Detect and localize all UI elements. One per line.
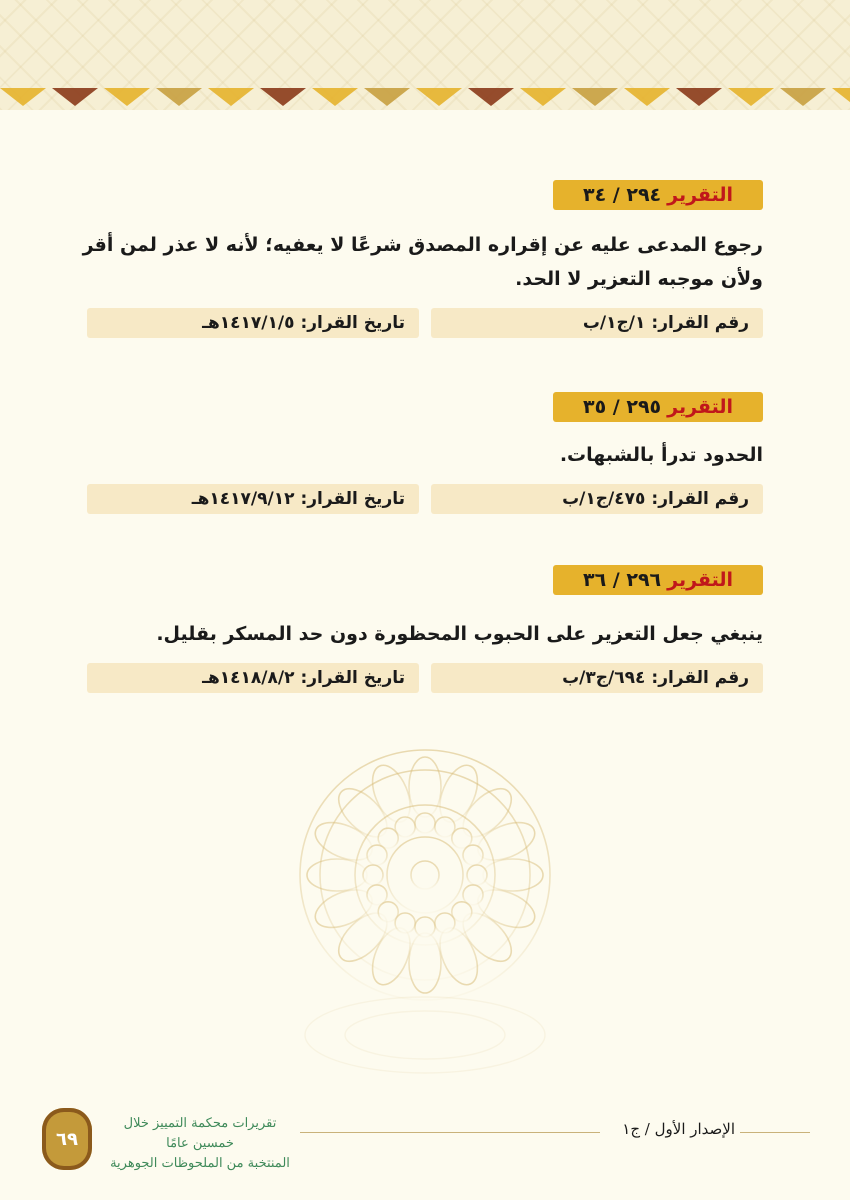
decision-number-label: رقم القرار:: [651, 313, 749, 333]
decision-number-box: [431, 663, 763, 693]
decision-number-value: ١/ج١/ب: [582, 313, 646, 333]
book-title-line1: تقريرات محكمة التمييز خلال خمسين عامًا: [123, 1116, 277, 1151]
decision-date-label: تاريخ القرار:: [300, 489, 405, 509]
header-decorative-band: [0, 0, 850, 110]
volume-label: الإصدار الأول / ج١: [622, 1120, 735, 1138]
report-text: الحدود تدرأ بالشبهات.: [559, 444, 763, 466]
decision-date-box: [87, 663, 419, 693]
report-title-label: التقرير: [667, 184, 734, 206]
decision-date-label: تاريخ القرار:: [300, 668, 405, 688]
report-title-label: التقرير: [667, 396, 734, 418]
decision-number-label: رقم القرار:: [651, 668, 749, 688]
decision-date-value: ١٤١٨/٨/٢هـ: [202, 668, 295, 688]
decision-date-box: [87, 484, 419, 514]
decision-number-value: ٦٩٤/ج٣/ب: [562, 668, 646, 688]
report-text: رجوع المدعى عليه عن إقراره المصدق شرعًا لا يعفيه؛ لأنه لا عذر لمن أقر ولأن موجبه التعزير لا الحد.: [82, 234, 763, 290]
report-title-tab: [553, 392, 763, 422]
footer-divider-left: [300, 1132, 600, 1133]
decision-date-label: تاريخ القرار:: [300, 313, 405, 333]
decision-date-box: [87, 308, 419, 338]
decision-date-value: ١٤١٧/١/٥هـ: [202, 313, 295, 333]
page-number: ٦٩: [56, 1128, 78, 1150]
decision-number-label: رقم القرار:: [651, 489, 749, 509]
report-title-number: ٢٩٦ / ٣٦: [582, 569, 662, 591]
page-number-badge: [42, 1108, 92, 1170]
triangle-border: [0, 80, 850, 110]
footer-divider-right: [740, 1132, 810, 1133]
report-title-number: ٢٩٥ / ٣٥: [582, 396, 662, 418]
decision-date-value: ١٤١٧/٩/١٢هـ: [191, 489, 295, 509]
decision-number-value: ٤٧٥/ج١/ب: [562, 489, 646, 509]
report-text: ينبغي جعل التعزير على الحبوب المحظورة دون حد المسكر بقليل.: [156, 623, 763, 645]
report-title-label: التقرير: [667, 569, 734, 591]
book-title-line2: المنتخبة من الملحوظات الجوهرية: [110, 1156, 290, 1171]
decision-number-box: [431, 484, 763, 514]
book-title: [105, 1114, 295, 1174]
report-title-number: ٢٩٤ / ٣٤: [582, 184, 662, 206]
arabesque-ornament: [285, 735, 565, 1075]
report-title-tab: [553, 565, 763, 595]
decision-number-box: [431, 308, 763, 338]
report-title-tab: [553, 180, 763, 210]
